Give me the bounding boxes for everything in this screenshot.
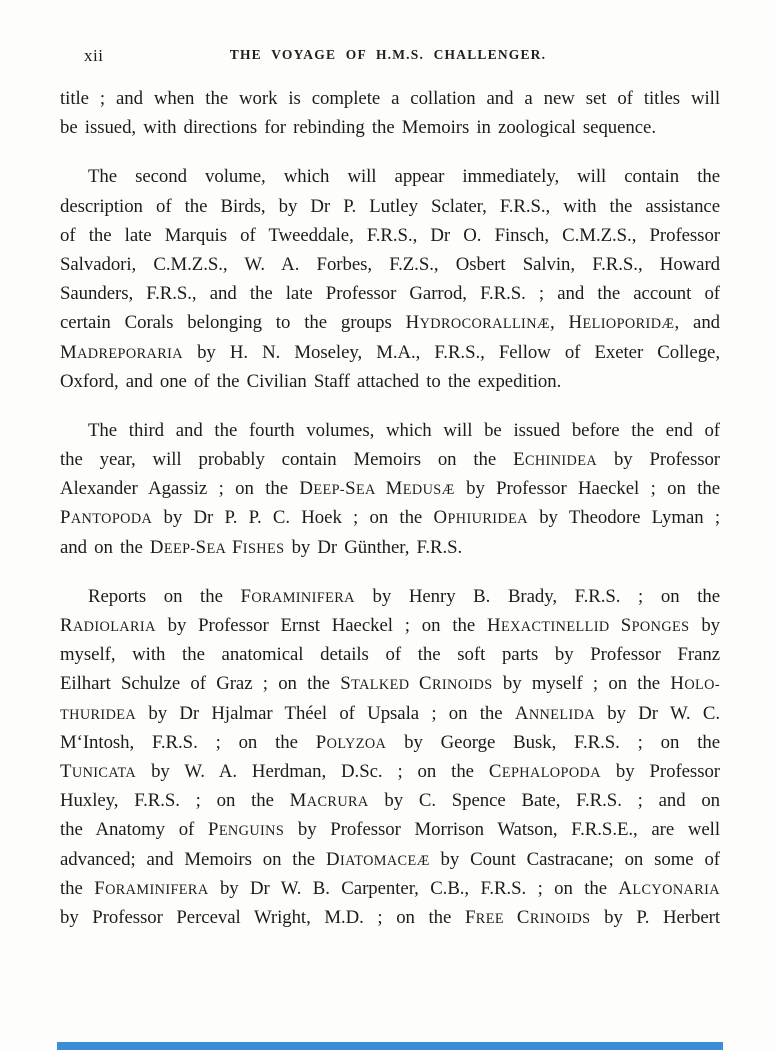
text-line: TUNICATA by W. A. Herdman, D.Sc. ; on the CEPHALOPODA by Professor: [60, 760, 720, 782]
text-line: advanced; and Memoirs on the DIATOMACEÆ by Count Castracane; on some of: [60, 848, 720, 870]
taxon-smallcaps: DIATOMACEÆ: [325, 848, 430, 870]
text-line: Alexander Agassiz ; on the DEEP-SEA MEDUSÆ by Professor Haeckel ; on the: [60, 478, 720, 500]
page-header: [0, 44, 776, 68]
text-line: myself, with the anatomical details of the soft parts by Professor Franz: [60, 644, 720, 666]
taxon-smallcaps: MACRURA: [289, 790, 369, 812]
text-line: RADIOLARIA by Professor Ernst Haeckel ; on the HEXACTINELLID SPONGES by: [60, 615, 720, 636]
taxon-smallcaps: OPHIURIDEA: [433, 507, 528, 529]
text-line: Eilhart Schulze of Graz ; on the STALKED CRINOIDS by myself ; on the HOLO-: [60, 673, 720, 695]
taxon-smallcaps: ECHINIDEA: [513, 449, 598, 471]
taxon-smallcaps: CEPHALOPODA: [488, 760, 601, 782]
taxon-smallcaps: ALCYONARIA: [618, 877, 720, 899]
taxon-smallcaps: HEXACTINELLID SPONGES: [486, 615, 690, 636]
text-line: The third and the fourth volumes, which will be issued before the end of: [88, 419, 720, 441]
taxon-smallcaps: FREE CRINOIDS: [464, 906, 591, 928]
text-line: and on the DEEP-SEA FISHES by Dr Günther, F.R.S.: [60, 536, 463, 558]
text-line: by Professor Perceval Wright, M.D. ; on the FREE CRINOIDS by P. Herbert: [60, 906, 720, 928]
taxon-smallcaps: DEEP-SEA FISHES: [149, 536, 285, 558]
text-line: THURIDEA by Dr Hjalmar Théel of Upsala ; on the ANNELIDA by Dr W. C.: [60, 702, 720, 724]
text-line: the year, will probably contain Memoirs on the ECHINIDEA by Professor: [60, 449, 720, 471]
paragraph: [60, 582, 720, 932]
text-line: Saunders, F.R.S., and the late Professor Garrod, F.R.S. ; and the account of: [60, 283, 720, 305]
taxon-smallcaps: FORAMINIFERA: [240, 585, 355, 607]
taxon-smallcaps: PENGUINS: [207, 819, 285, 841]
taxon-smallcaps: POLYZOA: [315, 731, 387, 753]
text-line: be issued, with directions for rebinding the Memoirs in zoological sequence.: [60, 117, 656, 139]
taxon-smallcaps: DEEP-SEA MEDUSÆ: [299, 478, 455, 500]
taxon-smallcaps: STALKED CRINOIDS: [340, 673, 493, 695]
text-line: MADREPORARIA by H. N. Moseley, M.A., F.R.S., Fellow of Exeter College,: [60, 341, 720, 363]
paragraph: [60, 416, 720, 562]
paragraph: [60, 84, 720, 142]
page-body: [60, 84, 720, 932]
text-line: the FORAMINIFERA by Dr W. B. Carpenter, C.B., F.R.S. ; on the ALCYONARIA: [60, 877, 720, 899]
taxon-smallcaps: ANNELIDA: [514, 702, 596, 724]
taxon-smallcaps: HYDROCORALLINÆ: [405, 312, 550, 334]
running-title: THE VOYAGE OF H.M.S. CHALLENGER.: [229, 47, 547, 62]
text-line: title ; and when the work is complete a collation and a new set of titles will: [60, 88, 720, 109]
taxon-smallcaps: TUNICATA: [60, 760, 137, 782]
selection-highlight-bar: [57, 1042, 723, 1050]
taxon-smallcaps: HELIOPORIDÆ: [568, 312, 675, 334]
taxon-smallcaps: RADIOLARIA: [60, 615, 156, 636]
taxon-smallcaps: FORAMINIFERA: [94, 877, 209, 899]
taxon-smallcaps: HOLO-: [670, 673, 720, 695]
text-line: certain Corals belonging to the groups HYDROCORALLINÆ, HELIOPORIDÆ, and: [60, 312, 720, 334]
text-line: Salvadori, C.M.Z.S., W. A. Forbes, F.Z.S., Osbert Salvin, F.R.S., Howard: [60, 253, 720, 275]
text-line: The second volume, which will appear immediately, will contain the: [88, 166, 720, 188]
paragraph: [60, 162, 720, 396]
page-number: xii: [84, 46, 104, 65]
taxon-smallcaps: THURIDEA: [60, 706, 137, 723]
text-line: description of the Birds, by Dr P. Lutley Sclater, F.R.S., with the assistance: [60, 195, 720, 217]
text-line: the Anatomy of PENGUINS by Professor Morrison Watson, F.R.S.E., are well: [60, 819, 720, 841]
text-line: M‘Intosh, F.R.S. ; on the POLYZOA by George Busk, F.R.S. ; on the: [60, 731, 720, 753]
taxon-smallcaps: PANTOPODA: [60, 507, 153, 529]
text-line: of the late Marquis of Tweeddale, F.R.S., Dr O. Finsch, C.M.Z.S., Professor: [60, 224, 720, 246]
text-line: Reports on the FORAMINIFERA by Henry B. Brady, F.R.S. ; on the: [88, 585, 720, 607]
text-line: PANTOPODA by Dr P. P. C. Hoek ; on the OPHIURIDEA by Theodore Lyman ;: [60, 507, 720, 529]
text-line: Huxley, F.R.S. ; on the MACRURA by C. Spence Bate, F.R.S. ; and on: [60, 790, 720, 812]
taxon-smallcaps: MADREPORARIA: [60, 341, 183, 363]
text-line: Oxford, and one of the Civilian Staff attached to the expedition.: [60, 370, 562, 392]
